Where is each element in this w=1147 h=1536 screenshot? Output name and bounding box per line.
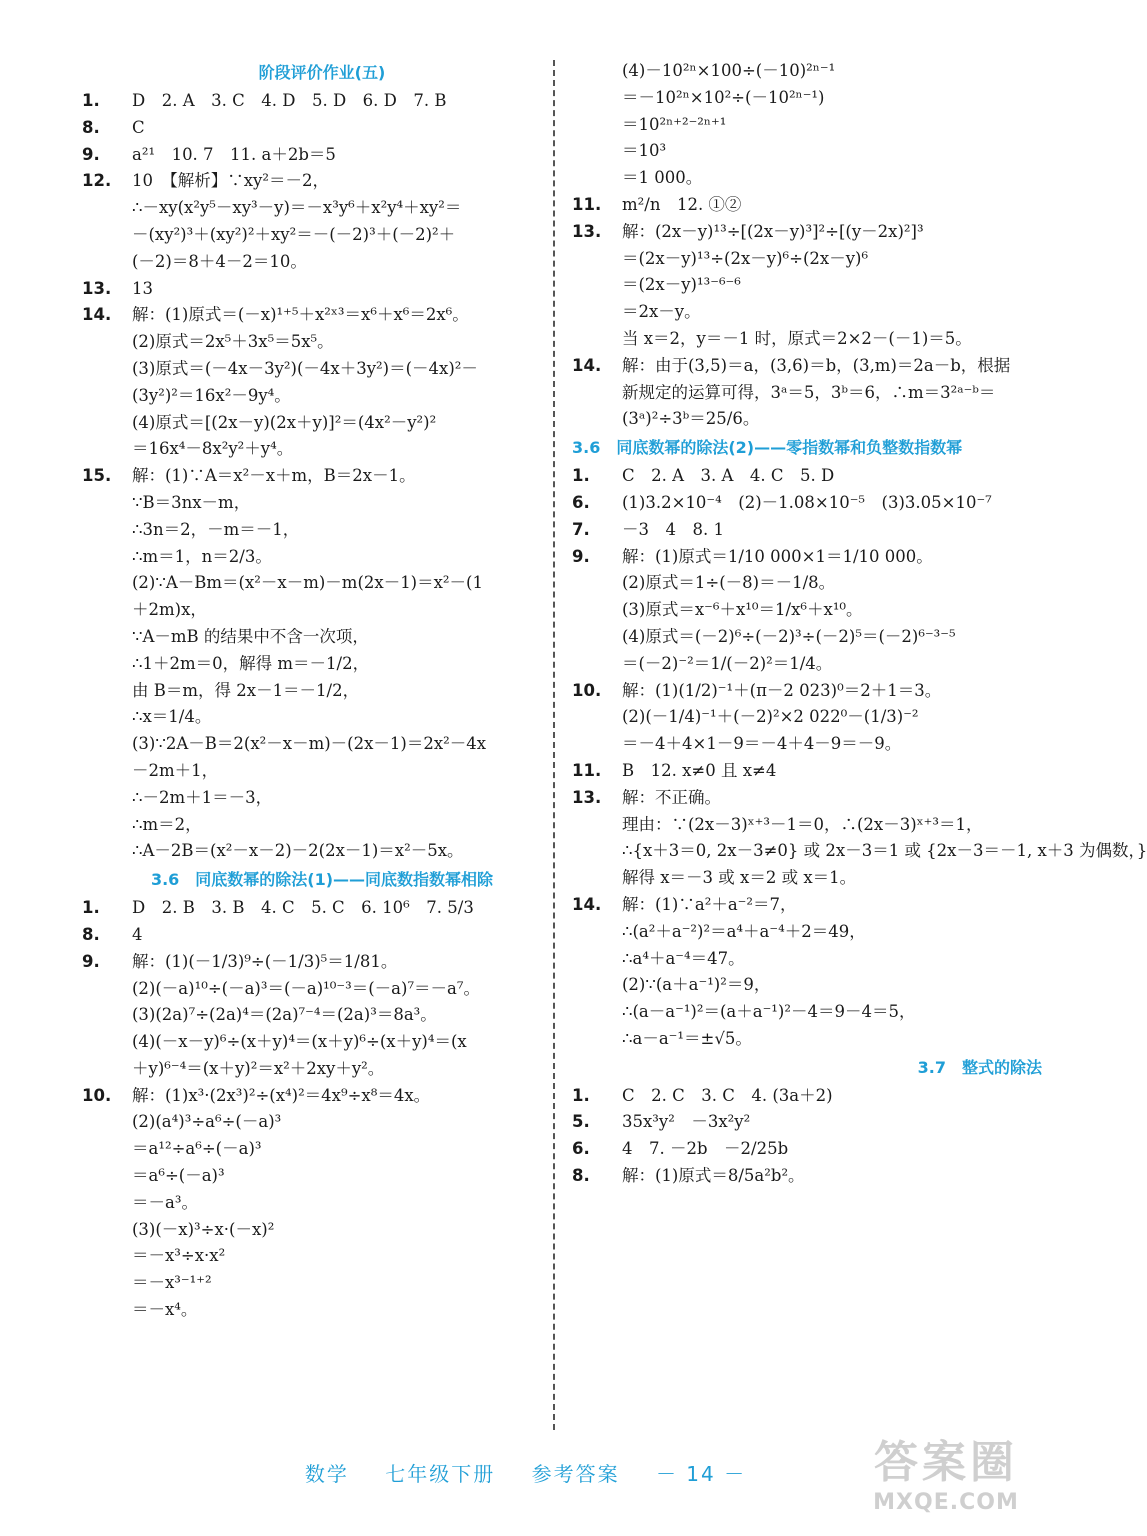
question-number: 12. [82, 171, 112, 191]
answer-text: (3)原式＝x⁻⁶＋x¹⁰＝1/x⁶＋x¹⁰。 [622, 600, 863, 620]
answer-line [82, 570, 562, 597]
answer-line [572, 785, 1052, 812]
answer-line [82, 785, 562, 812]
answer-line [82, 1002, 562, 1029]
answer-text: (3)原式＝(－4x－3y²)(－4x＋3y²)＝(－4x)²－ [132, 358, 478, 378]
question-number: 1. [572, 466, 590, 486]
watermark-url: MXQE.COM [873, 1490, 1019, 1515]
question-number: 13. [572, 221, 602, 241]
question-number: 6. [572, 1139, 590, 1159]
answer-line [82, 463, 562, 490]
answer-line [572, 490, 1052, 517]
answer-text: (3ᵃ)²÷3ᵇ＝25/6。 [622, 409, 760, 429]
answer-line [82, 1029, 562, 1056]
answer-text: 解：(1)∵a²＋a⁻²＝7， [622, 894, 797, 914]
answer-text: ∴A－2B＝(x²－x－2)－2(2x－1)＝x²－5x。 [132, 841, 464, 861]
answer-text: ＝2x－y。 [622, 302, 701, 322]
answer-text: (3)∵2A－B＝2(x²－x－m)－(2x－1)＝2x²－4x [132, 734, 487, 754]
answer-text: 解：(1)x³·(2x³)²÷(x⁴)²＝4x⁹÷x⁸＝4x。 [132, 1085, 431, 1105]
answer-text: ∴3n＝2，－m＝－1， [132, 519, 300, 539]
answer-line [572, 570, 1052, 597]
answer-text: 解：(1)原式＝8/5a²b²。 [622, 1166, 805, 1186]
answer-text: m²/n 12. ①② [622, 194, 742, 214]
answer-text: 13 [132, 278, 153, 298]
answer-text: ∴－xy(x²y⁵－xy³－y)＝－x³y⁶＋x²y⁴＋xy²＝ [132, 198, 462, 218]
answer-text: 35x³y² －3x²y² [622, 1112, 751, 1132]
answer-line [82, 410, 562, 437]
answer-line [572, 544, 1052, 571]
left-column [82, 58, 562, 1498]
answer-text: ∴(a²＋a⁻²)²＝a⁴＋a⁻⁴＋2＝49， [622, 921, 866, 941]
answer-text: 解：不正确。 [622, 787, 721, 807]
answer-line [572, 219, 1052, 246]
answer-text: －3 4 8. 1 [622, 519, 724, 539]
answer-text: ＝－x³÷x·x² [132, 1246, 226, 1266]
answer-line [82, 329, 562, 356]
answer-text: ＝(2x－y)¹³÷(2x－y)⁶÷(2x－y)⁶ [622, 248, 869, 268]
answer-line [82, 731, 562, 758]
question-number: 14. [572, 894, 602, 914]
answer-line [82, 1163, 562, 1190]
answer-text: 由 B＝m，得 2x－1＝－1/2， [132, 680, 360, 700]
answer-text: ＋y)⁶⁻⁴＝(x＋y)²＝x²＋2xy＋y²。 [132, 1058, 385, 1078]
answer-text: ∵A－mB 的结果中不含一次项， [132, 626, 369, 646]
answer-line [82, 1270, 562, 1297]
answer-text: 解：(1)原式＝(－x)¹⁺⁵＋x²ˣ³＝x⁶＋x⁶＝2x⁶。 [132, 305, 469, 325]
answer-line [572, 1163, 1052, 1190]
watermark-logo-text: 答案圈 [874, 1437, 1018, 1488]
answer-line [572, 112, 1052, 139]
answer-line [82, 624, 562, 651]
question-number: 1. [82, 91, 100, 110]
answer-line [82, 88, 562, 115]
answer-text: －2m＋1， [132, 760, 219, 780]
answer-line [572, 85, 1052, 112]
answer-text: (2)(a⁴)³÷a⁶÷(－a)³ [132, 1112, 282, 1132]
answer-text: ＝(2x－y)¹³⁻⁶⁻⁶ [622, 275, 741, 295]
answer-text: (3)(－x)³÷x·(－x)² [132, 1219, 275, 1239]
answer-line [572, 165, 1052, 192]
answer-text: (2)原式＝2x⁵＋3x⁵＝5x⁵。 [132, 332, 334, 352]
answer-text: C [132, 117, 145, 137]
answer-text: 4 [132, 924, 143, 944]
answer-text: ＝－x⁴。 [132, 1300, 198, 1320]
answer-line [82, 383, 562, 410]
question-number: 8. [82, 117, 100, 137]
answer-line [572, 731, 1052, 758]
answer-line [82, 949, 562, 976]
answer-line [572, 406, 1052, 433]
answer-line [82, 704, 562, 731]
answer-line [572, 972, 1052, 999]
answer-line [82, 678, 562, 705]
footer-page-number: － 14 － [655, 1462, 747, 1486]
answer-line [572, 1136, 1052, 1163]
answer-text: ∴{x＋3＝0, 2x－3≠0} 或 2x－3＝1 或 {2x－3＝－1, x＋3 为偶数，} [622, 841, 1147, 861]
answer-text: ∴x＝1/4。 [132, 707, 212, 727]
answer-line [82, 356, 562, 383]
answer-text: a²¹ 10. 7 11. a＋2b＝5 [132, 144, 336, 164]
answer-line [82, 142, 562, 169]
answer-line [82, 168, 562, 195]
answer-line [82, 1217, 562, 1244]
section-heading: 3.6 同底数幂的除法(2)——零指数幂和负整数指数幂 [572, 438, 963, 458]
question-number: 10. [82, 1085, 112, 1105]
answer-line [82, 222, 562, 249]
answer-line [82, 1056, 562, 1083]
question-number: 11. [572, 194, 602, 214]
question-number: 9. [572, 546, 590, 566]
answer-text: (3)(2a)⁷÷(2a)⁴＝(2a)⁷⁻⁴＝(2a)³＝8a³。 [132, 1005, 437, 1025]
answer-line [82, 302, 562, 329]
answer-text: ＋2m)x， [132, 600, 207, 620]
answer-line [82, 1083, 562, 1110]
question-number: 1. [572, 1085, 590, 1105]
answer-line [572, 812, 1052, 839]
answer-text: 解：(1)∵A＝x²－x＋m，B＝2x－1。 [132, 466, 416, 486]
answer-text: (2)原式＝1÷(－8)＝－1/8。 [622, 573, 836, 593]
question-number: 13. [572, 787, 602, 807]
answer-line [572, 624, 1052, 651]
section-heading: 3.6 同底数幂的除法(1)——同底数指数幂相除 [150, 870, 494, 890]
answer-text: ＝a¹²÷a⁶÷(－a)³ [132, 1139, 262, 1159]
answer-text: ∴－2m＋1＝－3， [132, 787, 273, 807]
answer-line [82, 758, 562, 785]
answer-text: B 12. x≠0 且 x≠4 [622, 760, 777, 780]
question-number: 11. [572, 760, 602, 780]
question-number: 14. [82, 305, 112, 325]
question-number: 13. [82, 278, 112, 298]
answer-line [572, 1026, 1052, 1053]
answer-line [572, 758, 1052, 785]
answer-line [82, 276, 562, 303]
question-number: 9. [82, 951, 100, 971]
answer-line [572, 704, 1052, 731]
answer-text: ∴(a－a⁻¹)²＝(a＋a⁻¹)²－4＝9－4＝5， [622, 1002, 916, 1022]
answer-text: 解：(1)(1/2)⁻¹＋(π－2 023)⁰＝2＋1＝3。 [622, 680, 942, 700]
answer-line [572, 192, 1052, 219]
answer-text: ＝－a³。 [132, 1192, 198, 1212]
answer-text: 新规定的运算可得，3ᵃ＝5，3ᵇ＝6，∴m＝3²ᵃ⁻ᵇ＝ [622, 382, 996, 402]
answer-text: ＝10²ⁿ⁺²⁻²ⁿ⁺¹ [622, 114, 727, 134]
question-number: 9. [82, 144, 100, 164]
answer-line [82, 895, 562, 922]
question-number: 7. [572, 519, 590, 539]
section-heading: 3.7 整式的除法 [917, 1057, 1042, 1077]
watermark-logo [861, 1436, 1031, 1526]
answer-text: (2)(－a)¹⁰÷(－a)³＝(－a)¹⁰⁻³＝(－a)⁷＝－a⁷。 [132, 978, 481, 998]
answer-text: ＝10³ [622, 141, 667, 161]
answer-line [82, 1109, 562, 1136]
answer-text: 解得 x＝－3 或 x＝2 或 x＝1。 [622, 868, 857, 888]
answer-line [572, 892, 1052, 919]
answer-text: ∴a－a⁻¹＝±√5。 [622, 1028, 752, 1048]
question-number: 15. [82, 466, 112, 486]
answer-line [82, 1297, 562, 1324]
answer-line [572, 138, 1052, 165]
answer-line [572, 838, 1147, 865]
answer-line [82, 812, 562, 839]
answer-text: (2)(－1/4)⁻¹＋(－2)²×2 022⁰－(1/3)⁻² [622, 707, 919, 727]
answer-line [572, 517, 1052, 544]
question-number: 6. [572, 492, 590, 512]
answer-line [82, 544, 562, 571]
answer-line [82, 838, 562, 865]
answer-line [82, 1136, 562, 1163]
footer-subject: 数学 [304, 1462, 349, 1486]
answer-line [82, 922, 562, 949]
answer-line [572, 597, 1052, 624]
answer-line [82, 115, 562, 142]
answer-line [572, 299, 1052, 326]
answer-text: ∵B＝3nx－m， [132, 492, 251, 512]
answer-text: －(xy²)³＋(xy²)²＋xy²＝－(－2)³＋(－2)²＋ [132, 224, 456, 244]
answer-text: ＝1 000。 [622, 168, 703, 188]
answer-text: (2)∵(a＋a⁻¹)²＝9， [622, 975, 771, 995]
answer-line [572, 946, 1052, 973]
answer-text: 10 【解析】∵xy²＝－2， [132, 171, 329, 191]
answer-line [572, 1109, 1052, 1136]
answer-text: C 2. A 3. A 4. C 5. D [622, 466, 835, 486]
answer-line [572, 463, 1052, 490]
answer-line [82, 976, 562, 1003]
answer-text: ＝16x⁴－8x²y²＋y⁴。 [132, 439, 294, 459]
right-column [572, 58, 1147, 1498]
answer-text: ∴m＝2， [132, 814, 202, 834]
answer-text: ∴m＝1，n＝2/3。 [132, 546, 272, 566]
answer-line [572, 353, 1052, 380]
answer-text: (－2)＝8＋4－2＝10。 [132, 251, 307, 271]
answer-line [572, 380, 1052, 407]
answer-text: ∴a⁴＋a⁻⁴＝47。 [622, 948, 745, 968]
answer-text: ＝－x³⁻¹⁺² [132, 1273, 212, 1293]
answer-text: 解：由于(3,5)＝a，(3,6)＝b，(3,m)＝2a－b，根据 [622, 355, 1011, 375]
answer-line [572, 326, 1052, 353]
answer-line [82, 517, 562, 544]
answer-line [82, 195, 562, 222]
answer-line [572, 58, 1052, 85]
answer-line [572, 272, 1052, 299]
question-number: 5. [572, 1112, 590, 1132]
answer-line [572, 678, 1052, 705]
answer-text: ＝－4＋4×1－9＝－4＋4－9＝－9。 [622, 734, 902, 754]
footer-grade: 七年级下册 [385, 1462, 496, 1486]
answer-line [82, 490, 562, 517]
answer-text: ＝(－2)⁻²＝1/(－2)²＝1/4。 [622, 653, 833, 673]
answer-text: 理由：∵(2x－3)ˣ⁺³－1＝0，∴(2x－3)ˣ⁺³＝1， [622, 814, 983, 834]
answer-text: C 2. C 3. C 4. (3a＋2) [622, 1085, 833, 1105]
answer-text: (3y²)²＝16x²－9y⁴。 [132, 385, 291, 405]
answer-text: 解：(2x－y)¹³÷[(2x－y)³]²÷[(y－2x)²]³ [622, 221, 924, 241]
question-number: 8. [82, 924, 100, 944]
answer-line [82, 249, 562, 276]
answer-line [572, 865, 1052, 892]
answer-text: 4 7. －2b －2/25b [622, 1139, 789, 1159]
answer-text: (4)(－x－y)⁶÷(x＋y)⁴＝(x＋y)⁶÷(x＋y)⁴＝(x [132, 1032, 467, 1052]
answer-text: D 2. B 3. B 4. C 5. C 6. 10⁶ 7. 5/3 [132, 898, 474, 918]
answer-line [82, 436, 562, 463]
question-number: 10. [572, 680, 602, 700]
answer-text: ＝－10²ⁿ×10²÷(－10²ⁿ⁻¹) [622, 87, 825, 107]
answer-text: 解：(1)原式＝1/10 000×1＝1/10 000。 [622, 546, 933, 566]
answer-text: (1)3.2×10⁻⁴ (2)－1.08×10⁻⁵ (3)3.05×10⁻⁷ [622, 492, 992, 512]
answer-line [572, 1083, 1052, 1110]
answer-text: 解：(1)(－1/3)⁹÷(－1/3)⁵＝1/81。 [132, 951, 398, 971]
question-number: 14. [572, 355, 602, 375]
footer-label: 参考答案 [531, 1462, 620, 1486]
answer-line [82, 597, 562, 624]
answer-text: (4)原式＝[(2x－y)(2x＋y)]²＝(4x²－y²)² [132, 412, 437, 432]
answer-line [572, 651, 1052, 678]
answer-line [82, 1190, 562, 1217]
question-number: 1. [82, 898, 100, 918]
answer-text: (4)原式＝(－2)⁶÷(－2)³÷(－2)⁵＝(－2)⁶⁻³⁻⁵ [622, 626, 956, 646]
answer-text: 当 x＝2，y＝－1 时，原式＝2×2－(－1)＝5。 [622, 328, 972, 348]
answer-line [572, 919, 1052, 946]
answer-text: D 2. A 3. C 4. D 5. D 6. D 7. B [132, 91, 447, 110]
answer-line [572, 246, 1052, 273]
section-heading: 阶段评价作业(五) [258, 63, 386, 82]
answer-line [82, 651, 562, 678]
answer-text: ＝a⁶÷(－a)³ [132, 1166, 225, 1186]
answer-line [82, 1243, 562, 1270]
answer-text: (4)－10²ⁿ×100÷(－10)²ⁿ⁻¹ [622, 61, 836, 80]
answer-text: (2)∵A－Bm＝(x²－x－m)－m(2x－1)＝x²－(1 [132, 573, 483, 593]
question-number: 8. [572, 1166, 590, 1186]
answer-text: ∴1＋2m＝0，解得 m＝－1/2， [132, 653, 370, 673]
answer-line [572, 999, 1052, 1026]
column-divider [553, 60, 555, 1430]
